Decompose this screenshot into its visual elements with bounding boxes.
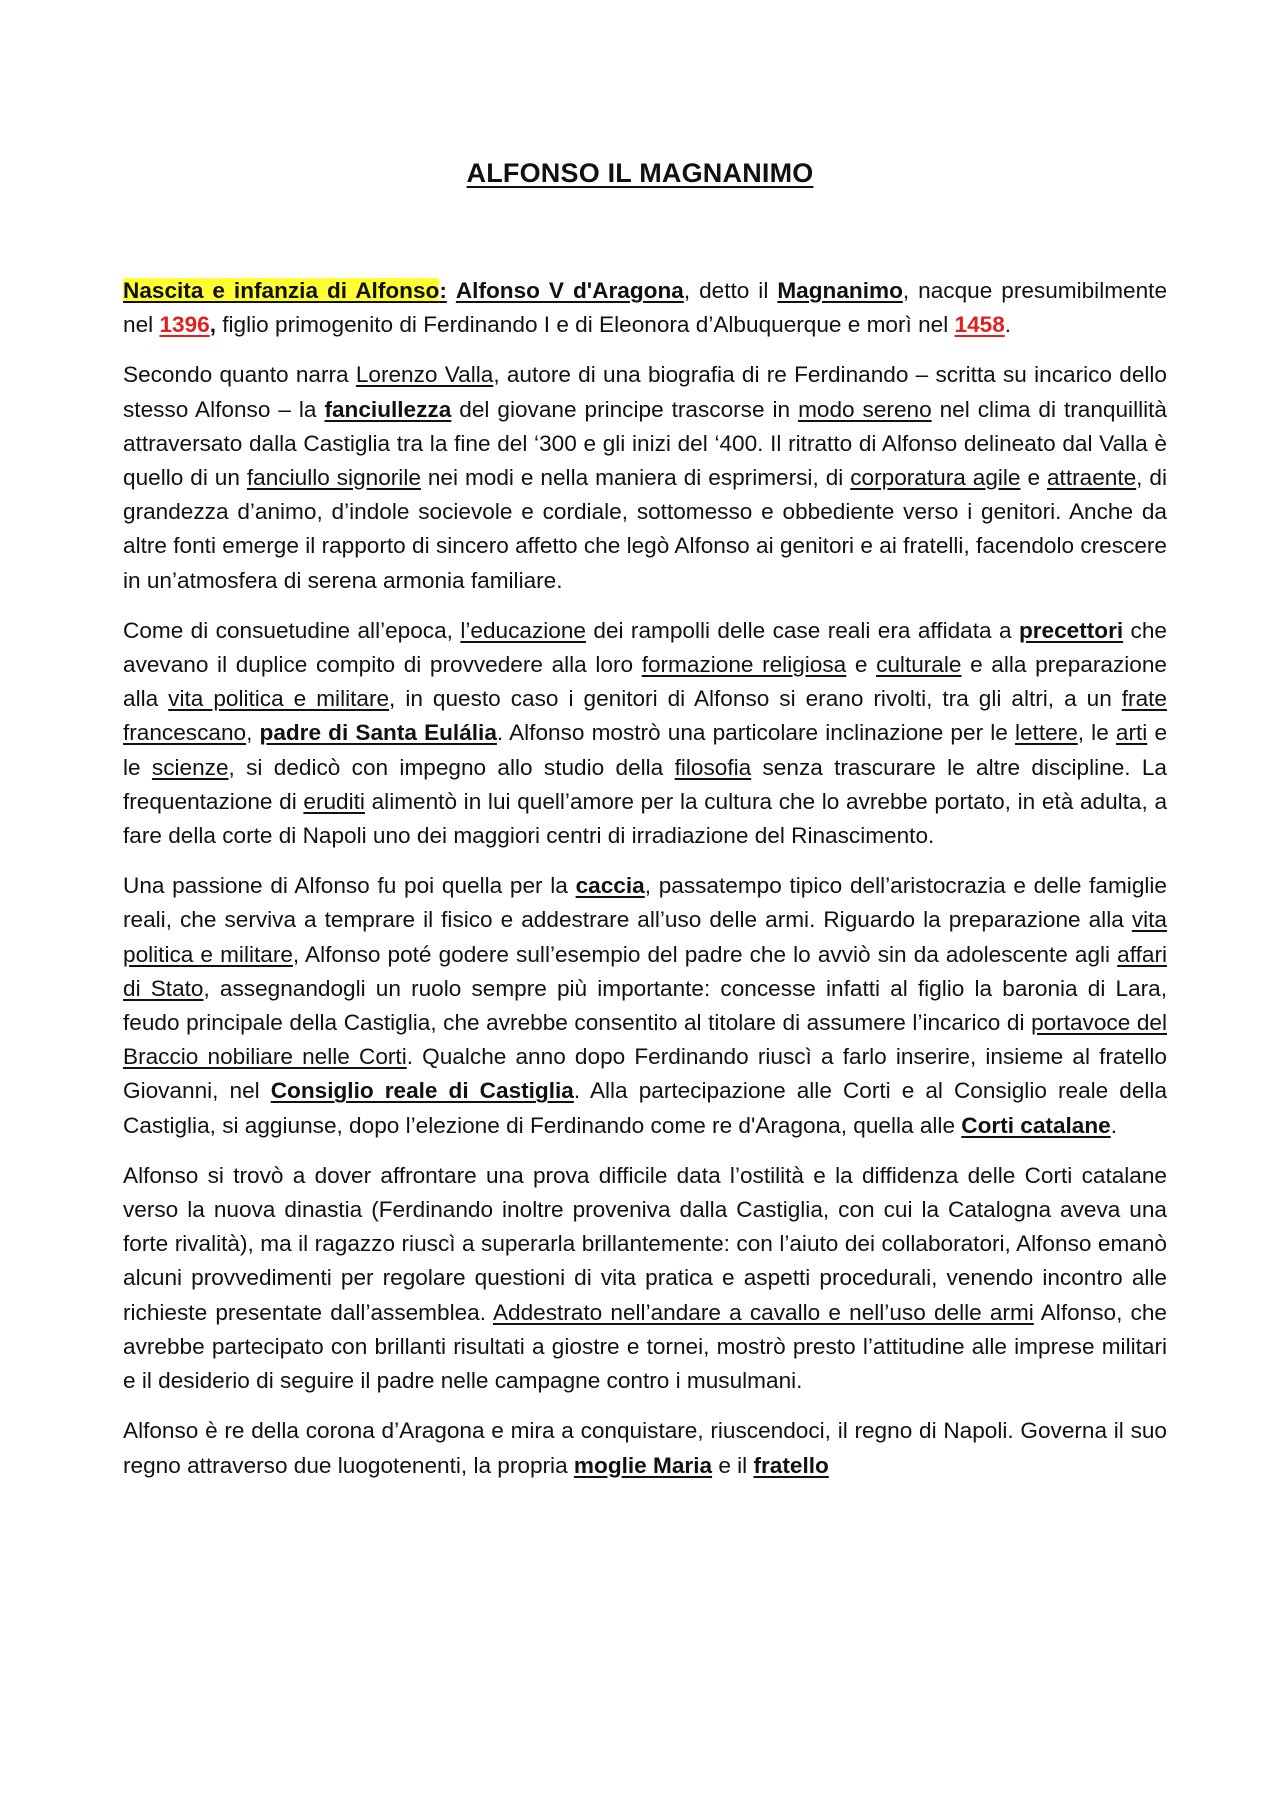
text-run: , le [1077,720,1116,746]
emphasized-text: 1458 [954,312,1005,338]
text-run: , passatempo tipico dell’aristocrazia e delle famiglie reali, che serviva a temprare il fisico e addestrare all’uso delle armi. Riguardo la preparazione alla [123,873,1167,933]
text-run: nei modi e nella maniera di esprimersi, di [420,465,851,491]
emphasized-text: precettori [1018,617,1124,643]
text-run: Una passione di Alfonso fu poi quella per la [123,873,576,899]
text-run: . Qualche anno dopo Ferdinando riuscì a farlo inserire, insieme al fratello Giovanni, nel [123,1044,1167,1104]
text-run: alimentò in lui quell’amore per la cultura che lo avrebbe portato, in età adulta, a fare della corte di Napoli uno dei maggiori centri di irradiazione del Rinascimento. [123,788,1168,849]
text-run: Alfonso si trovò a dover affrontare una prova difficile data l’ostilità e la diffidenza delle Corti catalane verso la nuova dinastia (Ferdinando inoltre proveniva dalla Castiglia, con cui la Catalogna aveva una forte rivalità), ma il ragazzo riuscì a superarla brillantemente: con l’aiuto dei collaboratori, Alfonso emanò alcuni provvedimenti per regolare questioni di vita pratica e aspetti procedurali, venendo incontro alle richieste presentate dall’assemblea. [123,1162,1167,1325]
text-run: dei rampolli delle case reali era affidata a [585,617,1019,643]
text-run: e le [123,720,1168,780]
emphasized-text: modo sereno [798,396,932,422]
text-run: Alfonso, che avrebbe partecipato con brillanti risultati a giostre e tornei, mostrò presto l’attitudine alle imprese militari e il desiderio di seguire il padre nelle campagne contro i musulmani. [123,1299,1167,1394]
text-run: , detto il [683,278,778,303]
emphasized-text: Alfonso V d'Aragona [455,278,684,303]
emphasized-text: 1396 [159,312,210,338]
emphasized-text: arti [1115,720,1148,746]
emphasized-text: attraente [1046,465,1137,491]
text-run: , Alfonso poté godere sull’esempio del padre che lo avviò sin da adolescente agli [292,941,1118,967]
text-run: . [1110,1112,1117,1138]
emphasized-text: frate francescano [123,686,1167,746]
emphasized-text: scienze [151,754,229,780]
text-run: , autore di una biografia di re Ferdinando – scritta su incarico dello stesso Alfonso – la [123,362,1167,422]
paragraph-childhood-valla [123,358,1167,597]
emphasized-text: lettere [1014,720,1078,746]
emphasized-text: Corti catalane [961,1112,1111,1138]
paragraph-birth-childhood [123,274,1167,342]
text-run: Secondo quanto narra [123,362,356,388]
emphasized-text: filosofia [674,754,752,780]
paragraph-hunting-politics [123,869,1167,1143]
text-run: e il [712,1452,754,1478]
text-run: , [246,720,260,746]
emphasized-text: : [439,278,447,303]
text-run: nel clima di tranquillità attraversato dalla Castiglia tra la fine del ‘300 e gli inizi del ‘400. Il ritratto di Alfonso delineato dal Valla è quello di un [123,396,1167,491]
text-run: , nacque presumibilmente nel [123,278,1168,338]
text-run: e [1020,465,1047,491]
text-run: Alfonso è re della corona d’Aragona e mira a conquistare, riuscendoci, il regno di Napoli. Governa il suo regno attraverso due luogotenenti, la propria [123,1418,1167,1478]
text-run: che avevano il duplice compito di provvedere alla loro [123,617,1167,678]
emphasized-text: vita politica e militare [123,907,1167,967]
emphasized-text: fanciullo signorile [246,465,421,491]
text-run: senza trascurare le altre discipline. La frequentazione di [123,754,1167,814]
emphasized-text: Magnanimo [777,278,903,303]
text-run: . Alla partecipazione alle Corti e al Consiglio reale della Castiglia, si aggiunse, dopo l’elezione di Ferdinando come re d'Aragona, quella alle [123,1078,1168,1138]
paragraph-catalan-courts [123,1159,1167,1398]
emphasized-text: Nascita e infanzia di Alfonso [123,278,440,303]
emphasized-text: Consiglio reale di Castiglia [270,1078,574,1104]
emphasized-text: vita politica e militare [168,686,390,712]
emphasized-text: formazione religiosa [641,652,847,678]
emphasized-text: moglie Maria [573,1452,713,1478]
text-run: figlio primogenito di Ferdinando I e di Eleonora d’Albuquerque e morì nel [215,312,955,338]
text-run: Come di consuetudine all’epoca, [123,617,461,643]
emphasized-text: Lorenzo Valla [355,362,494,388]
emphasized-text: fratello [753,1452,829,1478]
text-run: . Alfonso mostrò una particolare inclinazione per le [496,720,1015,746]
emphasized-text: fanciullezza [324,396,452,422]
document-body [123,274,1167,1499]
paragraph-education [123,614,1167,853]
text-run: , di grandezza d’animo, d’indole socievole e cordiale, sottomesso e obbediente verso i genitori. Anche da altre fonti emerge il rapporto di sincero affetto che legò Alfonso ai genitori e ai fratelli, facendolo crescere in un’atmosfera di serena armonia familiare. [123,465,1167,593]
text-run: e [846,652,877,678]
text-run: , in questo caso i genitori di Alfonso si erano rivolti, tra gli altri, a un [389,686,1122,712]
text-run: . [1004,312,1012,338]
text-run: del giovane principe trascorse in [451,396,799,422]
text-run: , si dedicò con impegno allo studio della [228,754,675,780]
text-run: , assegnandogli un ruolo sempre più importante: concesse infatti al figlio la baronia di Lara, feudo principale della Castiglia, che avrebbe consentito al titolare di assumere l’incarico di [123,975,1168,1036]
emphasized-text: l’educazione [460,617,586,643]
emphasized-text: portavoce del Braccio nobiliare nelle Corti [123,1010,1168,1070]
text-run: e alla preparazione alla [123,652,1167,712]
emphasized-text: culturale [876,652,962,678]
emphasized-text: caccia [575,873,645,899]
emphasized-text: affari di Stato [123,941,1167,1001]
emphasized-text: , [209,312,216,338]
document-title: ALFONSO IL MAGNANIMO [466,158,814,188]
emphasized-text: padre di Santa Eulália [259,720,497,746]
emphasized-text: corporatura agile [850,465,1021,491]
emphasized-text: eruditi [303,788,365,814]
emphasized-text: Addestrato nell’andare a cavallo e nell’uso delle armi [492,1299,1034,1325]
text-run [447,278,456,303]
paragraph-king-of-aragon [123,1414,1167,1482]
